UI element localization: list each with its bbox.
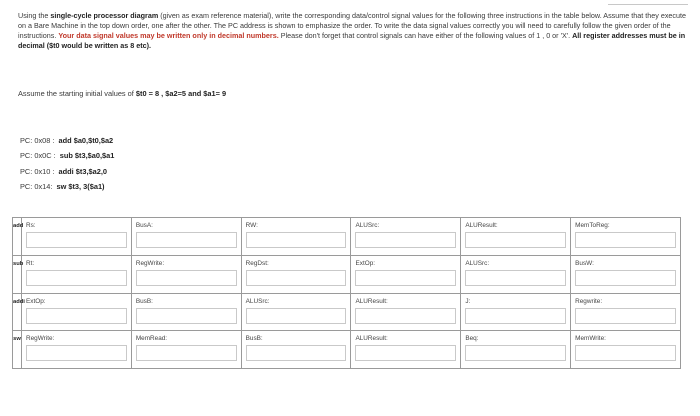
top-divider bbox=[608, 4, 688, 5]
table-row bbox=[13, 218, 681, 256]
signal-cell: Beq: bbox=[461, 331, 571, 369]
signal-cell: ALUSrc: bbox=[461, 255, 571, 293]
signal-cell: ExtOp: bbox=[22, 293, 132, 331]
instruction-op: sw bbox=[13, 331, 22, 369]
program-line: PC: 0x14: sw $t3, 3($a1) bbox=[20, 181, 105, 191]
instruction-op: addi bbox=[13, 293, 22, 331]
signal-cell: MemWrite: bbox=[571, 331, 681, 369]
program-line: PC: 0x10 : addi $t3,$a2,0 bbox=[20, 166, 107, 176]
answer-input[interactable] bbox=[246, 308, 347, 324]
signal-cell: BusB: bbox=[241, 331, 351, 369]
answer-input[interactable] bbox=[465, 270, 566, 286]
answer-input[interactable] bbox=[465, 308, 566, 324]
answer-input[interactable] bbox=[355, 270, 456, 286]
table-row bbox=[13, 331, 681, 369]
signal-cell: RegWrite: bbox=[131, 255, 241, 293]
program-listing bbox=[20, 133, 114, 194]
answer-input[interactable] bbox=[575, 270, 676, 286]
answer-input[interactable] bbox=[355, 232, 456, 248]
signal-cell: RW: bbox=[241, 218, 351, 256]
signal-cell: Regwrite: bbox=[571, 293, 681, 331]
signal-cell: ALUResult: bbox=[351, 331, 461, 369]
signal-cell: BusW: bbox=[571, 255, 681, 293]
answer-input[interactable] bbox=[465, 345, 566, 361]
answer-input[interactable] bbox=[575, 308, 676, 324]
signal-cell: BusA: bbox=[131, 218, 241, 256]
answer-input[interactable] bbox=[136, 232, 237, 248]
signal-cell: RegDst: bbox=[241, 255, 351, 293]
answer-input[interactable] bbox=[355, 345, 456, 361]
signal-cell: J: bbox=[461, 293, 571, 331]
signal-cell: Rs: bbox=[22, 218, 132, 256]
answer-input[interactable] bbox=[575, 232, 676, 248]
answer-input[interactable] bbox=[26, 270, 127, 286]
answer-input[interactable] bbox=[136, 308, 237, 324]
initial-values-line: Assume the starting initial values of $t0 = 8 , $a2=5 and $a1= 9 bbox=[18, 89, 227, 98]
table-row bbox=[13, 255, 681, 293]
answer-input[interactable] bbox=[246, 345, 347, 361]
program-line: PC: 0x08 : add $a0,$t0,$a2 bbox=[20, 136, 114, 145]
answer-input[interactable] bbox=[26, 308, 127, 324]
table-row bbox=[13, 293, 681, 331]
signal-cell: RegWrite: bbox=[22, 331, 132, 369]
answer-input[interactable] bbox=[136, 270, 237, 286]
answer-input[interactable] bbox=[355, 308, 456, 324]
answer-input[interactable] bbox=[136, 345, 237, 361]
answer-input[interactable] bbox=[26, 232, 127, 248]
answer-input[interactable] bbox=[465, 232, 566, 248]
answer-input[interactable] bbox=[246, 232, 347, 248]
answer-input[interactable] bbox=[246, 270, 347, 286]
signal-cell: ALUResult: bbox=[351, 293, 461, 331]
answer-input[interactable] bbox=[575, 345, 676, 361]
signal-cell: ExtOp: bbox=[351, 255, 461, 293]
program-line: PC: 0x0C : sub $t3,$a0,$a1 bbox=[20, 151, 115, 161]
signal-table bbox=[12, 217, 681, 369]
signal-cell: ALUSrc: bbox=[241, 293, 351, 331]
signal-cell: ALUSrc: bbox=[351, 218, 461, 256]
instruction-op: add bbox=[13, 218, 22, 256]
signal-cell: BusB: bbox=[131, 293, 241, 331]
instructions-paragraph: Using the single-cycle processor diagram (given as exam reference material), write the corresponding data/control signal values for the following three instructions in the table below. Assume that they execute on a Bare Machine in the top down order, one after the other. The PC address is shown to emphasize the order. To write the data signal values correctly you will need to carefully follow the given order of the instructions. Your data signal values may be written only in decimal numbers. Please don't forget that control signals can have either of the following values of 1 , 0 or 'X'. All register addresses must be in decimal ($t0 would be written as 8 etc). bbox=[18, 11, 686, 50]
answer-input[interactable] bbox=[26, 345, 127, 361]
signal-cell: Rt: bbox=[22, 255, 132, 293]
signal-cell: MemRead: bbox=[131, 331, 241, 369]
signal-cell: ALUResult: bbox=[461, 218, 571, 256]
signal-cell: MemToReg: bbox=[571, 218, 681, 256]
instruction-op: sub bbox=[13, 255, 22, 293]
